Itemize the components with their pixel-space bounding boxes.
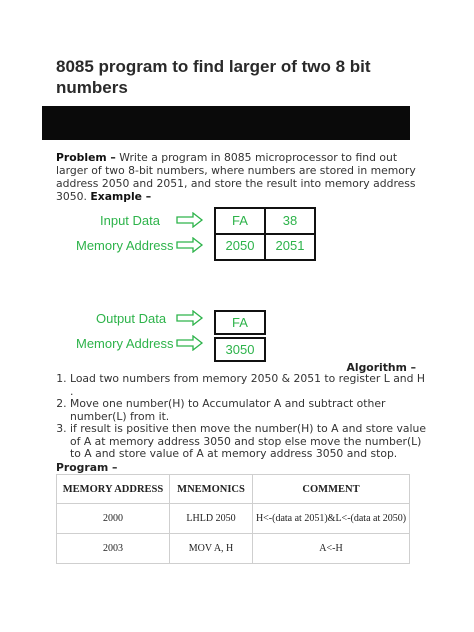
algorithm-heading: Algorithm – <box>346 361 416 374</box>
table-header-row <box>57 475 410 504</box>
algorithm-list <box>56 373 430 461</box>
arrow-right-icon <box>176 237 204 253</box>
output-data-label: Output Data <box>96 311 167 326</box>
problem-text: Write a program in 8085 microprocessor to find out larger of two 8-bit numbers, where numbers are stored in memory address 2050 and 2051, and store the result into memory address 3050. <box>56 151 416 203</box>
problem-paragraph <box>56 151 416 203</box>
input-address-2: 2051 <box>275 238 305 253</box>
arrow-right-icon <box>176 212 204 228</box>
memory-address-label-2: Memory Address <box>76 336 174 351</box>
example-label: Example – <box>90 190 152 203</box>
table-cell: 2003 <box>57 534 170 564</box>
table-cell: 2000 <box>57 504 170 534</box>
table-cell: H<-(data at 2051)&L<-(data at 2050) <box>253 504 410 534</box>
column-header: COMMENT <box>253 475 410 504</box>
table-cell: A<-H <box>253 534 410 564</box>
table-row <box>57 534 410 564</box>
output-value-box: FA <box>214 310 266 335</box>
column-header: MEMORY ADDRESS <box>57 475 170 504</box>
memory-address-label-1: Memory Address <box>76 238 174 253</box>
ad-banner <box>42 106 410 140</box>
problem-label: Problem – <box>56 151 116 164</box>
input-data-label: Input Data <box>100 213 160 228</box>
algorithm-step: 2. Move one number(H) to Accumulator A and subtract other number(L) from it. <box>70 398 430 423</box>
algorithm-step: 1. Load two numbers from memory 2050 & 2051 to register L and H . <box>70 373 430 398</box>
table-cell: LHLD 2050 <box>170 504 253 534</box>
program-table <box>56 474 410 564</box>
page-title: 8085 program to find larger of two 8 bit numbers <box>56 57 371 97</box>
input-value-1: FA <box>232 213 248 228</box>
algorithm-step: 3. if result is positive then move the number(H) to A and store value of A at memory address 3050 and stop else move the number(L) to A and store value of A at memory address 3050 and stop. <box>70 423 430 461</box>
column-header: MNEMONICS <box>170 475 253 504</box>
table-row <box>57 504 410 534</box>
table-cell: MOV A, H <box>170 534 253 564</box>
arrow-right-icon <box>176 310 204 326</box>
arrow-right-icon <box>176 335 204 351</box>
input-address-1: 2050 <box>225 238 255 253</box>
program-heading: Program – <box>56 461 118 474</box>
output-address-box: 3050 <box>214 337 266 362</box>
input-value-2: 38 <box>282 213 298 228</box>
